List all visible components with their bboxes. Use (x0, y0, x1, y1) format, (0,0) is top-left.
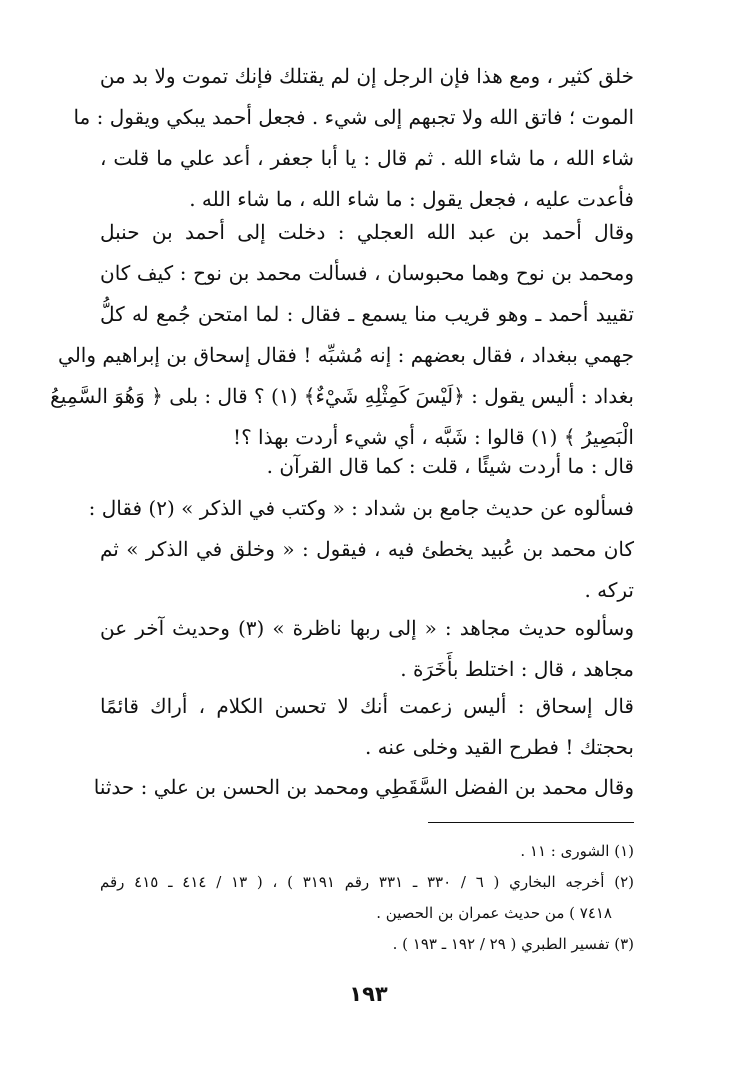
text-line: وسألوه حديث مجاهد : « إلى ربها ناظرة » (٣) وحديث آخر عن (100, 616, 635, 640)
page-number: ١٩٣ (349, 982, 388, 1006)
footnote-divider (428, 822, 634, 823)
footnote: (١) الشورى : ١١ . (520, 842, 634, 860)
text-line: الْبَصِيرُ ﴾ (١) قالوا : شَبَّه ، أي شيء أردت بهذا ؟! (233, 425, 634, 449)
text-line: تقييد أحمد ـ وهو قريب منا يسمع ـ فقال : لما امتحن جُمع له كلُّ (100, 302, 634, 326)
text-line: كان محمد بن عُبيد يخطئ فيه ، فيقول : « وخلق في الذكر » ثم (100, 537, 634, 561)
footnote-continuation: ٧٤١٨ ) من حديث عمران بن الحصين . (376, 904, 612, 922)
footnote: (٢) أخرجه البخاري ( ٦ / ٣٣٠ ـ ٣٣١ رقم ٣١٩١ ) ، ( ١٣ / ٤١٤ ـ ٤١٥ رقم (100, 873, 634, 891)
text-line: وقال أحمد بن عبد الله العجلي : دخلت إلى أحمد بن حنبل (100, 220, 634, 244)
text-line: قال : ما أردت شيئًا ، قلت : كما قال القرآن . (266, 454, 634, 478)
text-line: مجاهد ، قال : اختلط بأَخَرَة . (400, 657, 634, 681)
paragraph (50, 212, 634, 458)
text-line: الموت ؛ فاتق الله ولا تجبهم إلى شيء . فجعل أحمد يبكي ويقول : ما (73, 105, 634, 129)
text-line: خلق كثير ، ومع هذا فإن الرجل إن لم يقتلك فإنك تموت ولا بد من (99, 64, 634, 88)
text-line: بغداد : أليس يقول : ﴿لَيْسَ كَمِثْلِهِ شَيْءٌ﴾ (١) ؟ قال : بلى ﴿ وَهُوَ السَّمِيعُ (50, 384, 634, 408)
text-line: فأعدت عليه ، فجعل يقول : ما شاء الله ، ما شاء الله . (189, 187, 634, 211)
text-line: جهمي ببغداد ، فقال بعضهم : إنه مُشبِّه ! فقال إسحاق بن إبراهيم والي (58, 343, 634, 367)
text-line: ومحمد بن نوح وهما محبوسان ، فسألت محمد بن نوح : كيف كان (100, 261, 634, 285)
paragraph (100, 686, 634, 768)
text-line: بحجتك ! فطرح القيد وخلى عنه . (364, 735, 634, 759)
text-line: وقال محمد بن الفضل السَّقَطِي ومحمد بن الحسن بن علي : حدثنا (93, 775, 634, 799)
footnotes (100, 836, 634, 960)
text-line: شاء الله ، ما شاء الله . ثم قال : يا أبا جعفر ، أعد علي ما قلت ، (100, 146, 634, 170)
paragraph (73, 56, 634, 220)
text-line: قال إسحاق : أليس زعمت أنك لا تحسن الكلام ، أراك قائمًا (100, 694, 634, 718)
text-line: فسألوه عن حديث جامع بن شداد : « وكتب في الذكر » (٢) فقال : (88, 496, 634, 520)
paragraph (93, 767, 634, 808)
text-line: تركه . (584, 578, 634, 602)
paragraph (100, 608, 634, 690)
footnote: (٣) تفسير الطبري ( ٢٩ / ١٩٢ ـ ١٩٣ ) . (392, 935, 634, 953)
paragraph (100, 446, 634, 487)
paragraph (88, 488, 634, 611)
